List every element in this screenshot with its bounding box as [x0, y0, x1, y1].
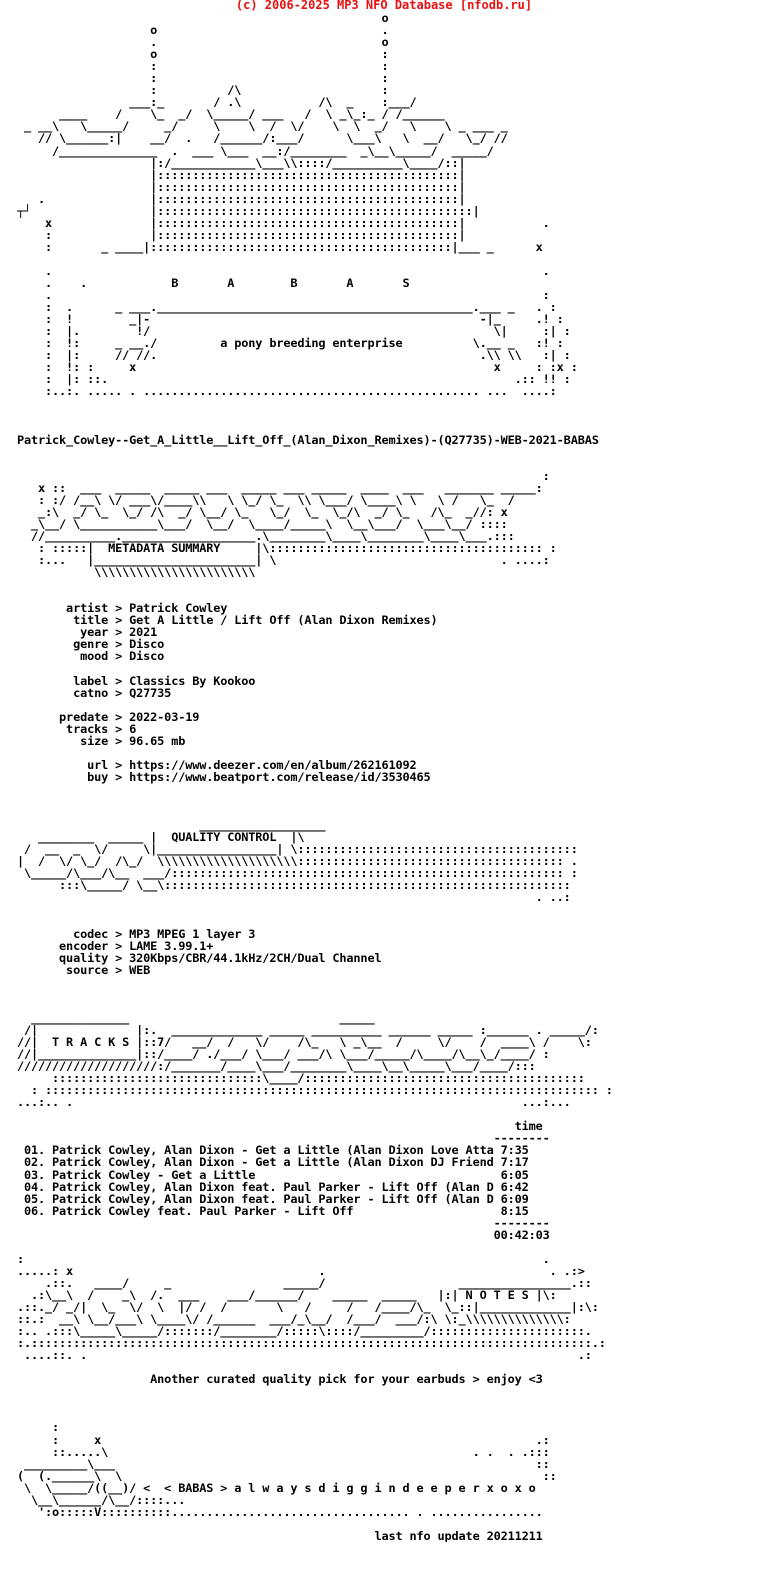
nfo-line: ....::. . .: [17, 1348, 592, 1363]
nfo-line: : : [17, 59, 389, 74]
nfo-line: .::._/ _/| \_ \/ \ |/ / / \ / / /____/\_ \_::|_____________|:\: [17, 1300, 599, 1315]
nfo-line: time [17, 1119, 543, 1134]
nfo-line: //| T R A C K S |::7/ __/ / \/ /\_ \ _\__ / \/ / ____\ / \: [17, 1034, 592, 1049]
nfo-line: url > https://www.deezer.com/en/album/262161092 [17, 757, 417, 772]
nfo-line: 01. Patrick Cowley, Alan Dixon - Get a Little (Alan Dixon Love Atta 7:35 [17, 1143, 529, 1158]
nfo-line: size > 96.65 mb [17, 733, 186, 748]
nfo-line: genre > Disco [17, 637, 165, 652]
nfo-line: /______________ . ___ \___ __:/________ _\__\_____/ _____/ [17, 143, 494, 158]
nfo-line: : [17, 1420, 60, 1435]
nfo-line: x :: ___ _____ _____ ___ _____ ___ _____ ____ ___ _______ _____: [17, 480, 543, 495]
nfo-line: o [17, 12, 389, 25]
nfo-line: predate > 2022-03-19 [17, 709, 200, 724]
nfo-line: ┬┘ |:::::::::::::::::::::::::::::::::::::::::::::| [17, 203, 480, 218]
nfo-line: ___:_ / .\ /\ _ :___/ [17, 95, 417, 110]
nfo-line: . o [17, 35, 389, 50]
nfo-line [17, 410, 762, 422]
nfo-line: \_____/\___/\__ ___/:::::::::::::::::::::::::::::::::::::::::::::::::::::::: : [17, 866, 578, 881]
nfo-line: label > Classics By Kookoo [17, 673, 256, 688]
nfo-line: :.::::::::::::::::::::::::::::::::::::::::::::::::::::::::::::::::::::::::::::::::.: [17, 1336, 606, 1351]
nfo-line: ':o:::::V::::::::::.................................. . ................ [17, 1504, 543, 1519]
nfo-line: : :::::| METADATA SUMMARY |\::::::::::::::::::::::::::::::::::::::: : [17, 541, 557, 556]
nfo-line [17, 903, 762, 915]
nfo-line: _ __\ \_____/ _/ \ \ / \/ \ \ _/ \ \ _ ___ _ [17, 119, 508, 134]
nfo-line: ::.....\ . . . .::: [17, 1444, 550, 1459]
nfo-line: catno > Q27735 [17, 685, 172, 700]
nfo-line: . : [17, 288, 550, 303]
nfo-line: last nfo update 20211211 [17, 1528, 543, 1542]
nfo-line: 04. Patrick Cowley, Alan Dixon feat. Paul Parker - Lift Off (Alan D 6:42 [17, 1179, 529, 1194]
nfo-line: .::. ____/ _ _____/ ________________.:: [17, 1275, 592, 1290]
nfo-line: _________\___ :: [17, 1456, 550, 1471]
nfo-line: : |. !/ \| :| : [17, 324, 571, 339]
nfo-line: source > WEB [17, 962, 151, 977]
nfo-line: \ \_____/((__)/ < < BABAS > a l w a y s d i g g i n d e e p e r x o x o [17, 1480, 536, 1495]
nfo-line: __________________ [17, 818, 326, 833]
nfo-line: |:::::::::::::::::::::::::::::::::::::::::::| [17, 167, 466, 182]
site-header: (c) 2006-2025 MP3 NFO Database [nfodb.ru] [235, 0, 533, 12]
nfo-line [17, 422, 762, 434]
nfo-line: o . [17, 23, 389, 38]
nfo-line: _:\ _/ \_ \_/ /\ _/ \__/ \_ \_/ \_ \_/\ _/ \_ /\_ _//: x [17, 504, 508, 519]
nfo-line: : |: // //. .\\ \\ :| : [17, 348, 571, 363]
nfo-line: : . _ ___._____________________________________________.___ _ . : [17, 300, 557, 315]
nfo-line: |:::::::::::::::::::::::::::::::::::::::::::| [17, 179, 466, 194]
nfo-line: : ! _|- -|_ .! : [17, 312, 564, 327]
nfo-line [17, 699, 762, 711]
nfo-line: tracks > 6 [17, 721, 137, 736]
nfo-line: : ::::::::::::::::::::::::::::::::::::::::::::::::::::::::::::::::::::::::::::::: : [17, 1083, 613, 1098]
nfo-line: : [17, 468, 550, 483]
nfo-line: 00:42:03 [17, 1227, 550, 1242]
nfo-line: Patrick_Cowley--Get_A_Little__Lift_Off_(Alan_Dixon_Remixes)-(Q27735)-WEB-2021-BABAS [17, 432, 599, 447]
nfo-line: -------- [17, 1215, 550, 1230]
nfo-line: / __ _ \/ \|_________________| \:::::::::::::::::::::::::::::::::::::::: [17, 842, 578, 857]
nfo-line: codec > MP3 MPEG 1 layer 3 [17, 926, 256, 941]
nfo-line: | / \/ \_/ /\_/ \\\\\\\\\\\\\\\\\\\\:::::::::::::::::::::::::::::::::::::: . [17, 854, 578, 869]
nfo-line: title > Get A Little / Lift Off (Alan Dixon Remixes) [17, 613, 438, 628]
nfo-line: : |: ::. .:: !! : [17, 372, 571, 387]
nfo-line: //|______________|::/____/ ./___/ \___/ ___/\ \___/_____/\____/\__\_/____/ : [17, 1047, 550, 1062]
nfo-line [17, 446, 762, 458]
nfo-line: 03. Patrick Cowley - Get a Little 6:05 [17, 1167, 529, 1182]
nfo-line: ////////////////////:/_______/____\___/________\____\__\_____\___/____/::: [17, 1059, 536, 1074]
nfo-line: \\\\\\\\\\\\\\\\\\\\\\\ [17, 565, 256, 580]
nfo-line: 02. Patrick Cowley, Alan Dixon - Get a Little (Alan Dixon DJ Friend 7:17 [17, 1155, 529, 1170]
nfo-line: : _ ____|:::::::::::::::::::::::::::::::::::::::::::|___ _ x [17, 239, 543, 254]
nfo-line: :::\_____/ \__\:::::::::::::::::::::::::::::::::::::::::::::::::::::::::: [17, 878, 571, 893]
nfo-line [17, 976, 762, 988]
nfo-line: -------- [17, 1131, 550, 1146]
nfo-line: _\__/ \___________\___/ \__/ \____/_____\ \__\___/ \___\__/ :::: [17, 516, 508, 531]
nfo-line: // \______:| __/ . /______/:___/ \___\ \ __/ \_/ // [17, 131, 508, 146]
nfo-line [17, 1409, 762, 1421]
nfo-line [17, 795, 762, 807]
nfo-line: Another curated quality pick for your earbuds > enjoy <3 [17, 1372, 543, 1387]
nfo-line: : : [17, 71, 389, 86]
nfo-line: : x .: [17, 1432, 550, 1447]
nfo-line: buy > https://www.beatport.com/release/id/3530465 [17, 769, 431, 784]
nfo-line: . ..: [17, 890, 571, 905]
nfo-line: 05. Patrick Cowley, Alan Dixon feat. Paul Parker - Lift Off (Alan D 6:09 [17, 1191, 529, 1206]
nfo-text [17, 12, 762, 1542]
nfo-line [17, 1397, 762, 1409]
nfo-line: .....: x . . .:> [17, 1263, 585, 1278]
nfo-line [17, 398, 762, 410]
nfo-line [17, 578, 762, 590]
nfo-line: year > 2021 [17, 625, 158, 640]
nfo-line: //__________.___________________.\________\____\________\____\___.::: [17, 529, 515, 544]
nfo-line: encoder > LAME 3.99.1+ [17, 938, 214, 953]
nfo-line: ( (.______\ \ :: [17, 1468, 557, 1483]
nfo-line: ____ / \_ _/ \_____/ ___ / \ _\_:_ / /______ [17, 107, 445, 122]
nfo-line: : |:::::::::::::::::::::::::::::::::::::::::::| [17, 227, 466, 242]
nfo-line: :... |_______________________| \ . ....: [17, 553, 550, 568]
nfo-line: o : [17, 47, 389, 62]
nfo-line: :.. .:::\_____\_____/:::::::/________/:::::\::::/_________/::::::::::::::::::::::. [17, 1324, 592, 1339]
nfo-line: x |:::::::::::::::::::::::::::::::::::::::::::| . [17, 215, 550, 230]
nfo-line: : /\ : [17, 83, 389, 98]
nfo-line: : :/ /__\ \/ ___\/____\\ \ \_/ \_ \\ \___/ \____\ \ \ / \_ / [17, 492, 515, 507]
nfo-line: |:/____________\___\\::::/__________\____/::| [17, 155, 466, 170]
nfo-line: . . B A B A S [17, 276, 410, 291]
nfo-line: .:\__\ / _\ /. ___ ___/______/ _____ _____ |:| N O T E S |\: [17, 1287, 557, 1302]
nfo-line: : !: _ __./ a pony breeding enterprise \.__ _ :! : [17, 336, 564, 351]
nfo-line: quality > 320Kbps/CBR/44.1kHz/2CH/Dual Channel [17, 950, 382, 965]
nfo-line: 06. Patrick Cowley feat. Paul Parker - Lift Off 8:15 [17, 1203, 529, 1218]
nfo-line [17, 783, 762, 795]
nfo-line: . . [17, 263, 550, 278]
nfo-line: . |:::::::::::::::::::::::::::::::::::::::::::| [17, 191, 466, 206]
nfo-line: :..:. ..... . ................................................ ... ....: [17, 384, 557, 399]
nfo-line [17, 916, 762, 928]
nfo-line [17, 988, 762, 1000]
nfo-line: \__\______/\__/::::... [17, 1492, 186, 1507]
nfo-line: ________ _____ | QUALITY CONTROL |\ [17, 830, 305, 845]
nfo-line [17, 458, 762, 470]
nfo-line [17, 1385, 762, 1397]
nfo-line [17, 663, 762, 675]
nfo-line: : !: : x x : :x : [17, 360, 578, 375]
nfo-line: mood > Disco [17, 649, 165, 664]
nfo-line: ::.: __\ \__/___\ \____\/ /______ ___/_\__/ /___/ ___/:\ \:_\\\\\\\\\\\\\\: [17, 1312, 571, 1327]
nfo-line: artist > Patrick Cowley [17, 601, 228, 616]
nfo-line: : . [17, 1251, 550, 1266]
nfo-line: ______________ _____ [17, 1010, 375, 1025]
nfo-line: ::::::::::::::::::::::::::::::\____/:::::::::::::::::::::::::::::::::::::::: [17, 1071, 585, 1086]
nfo-line: ...:.. . ...:... [17, 1095, 571, 1110]
nfo-line: /| |:. _____________ _____ __________ ______ _____ :______ . _____/: [17, 1022, 599, 1037]
